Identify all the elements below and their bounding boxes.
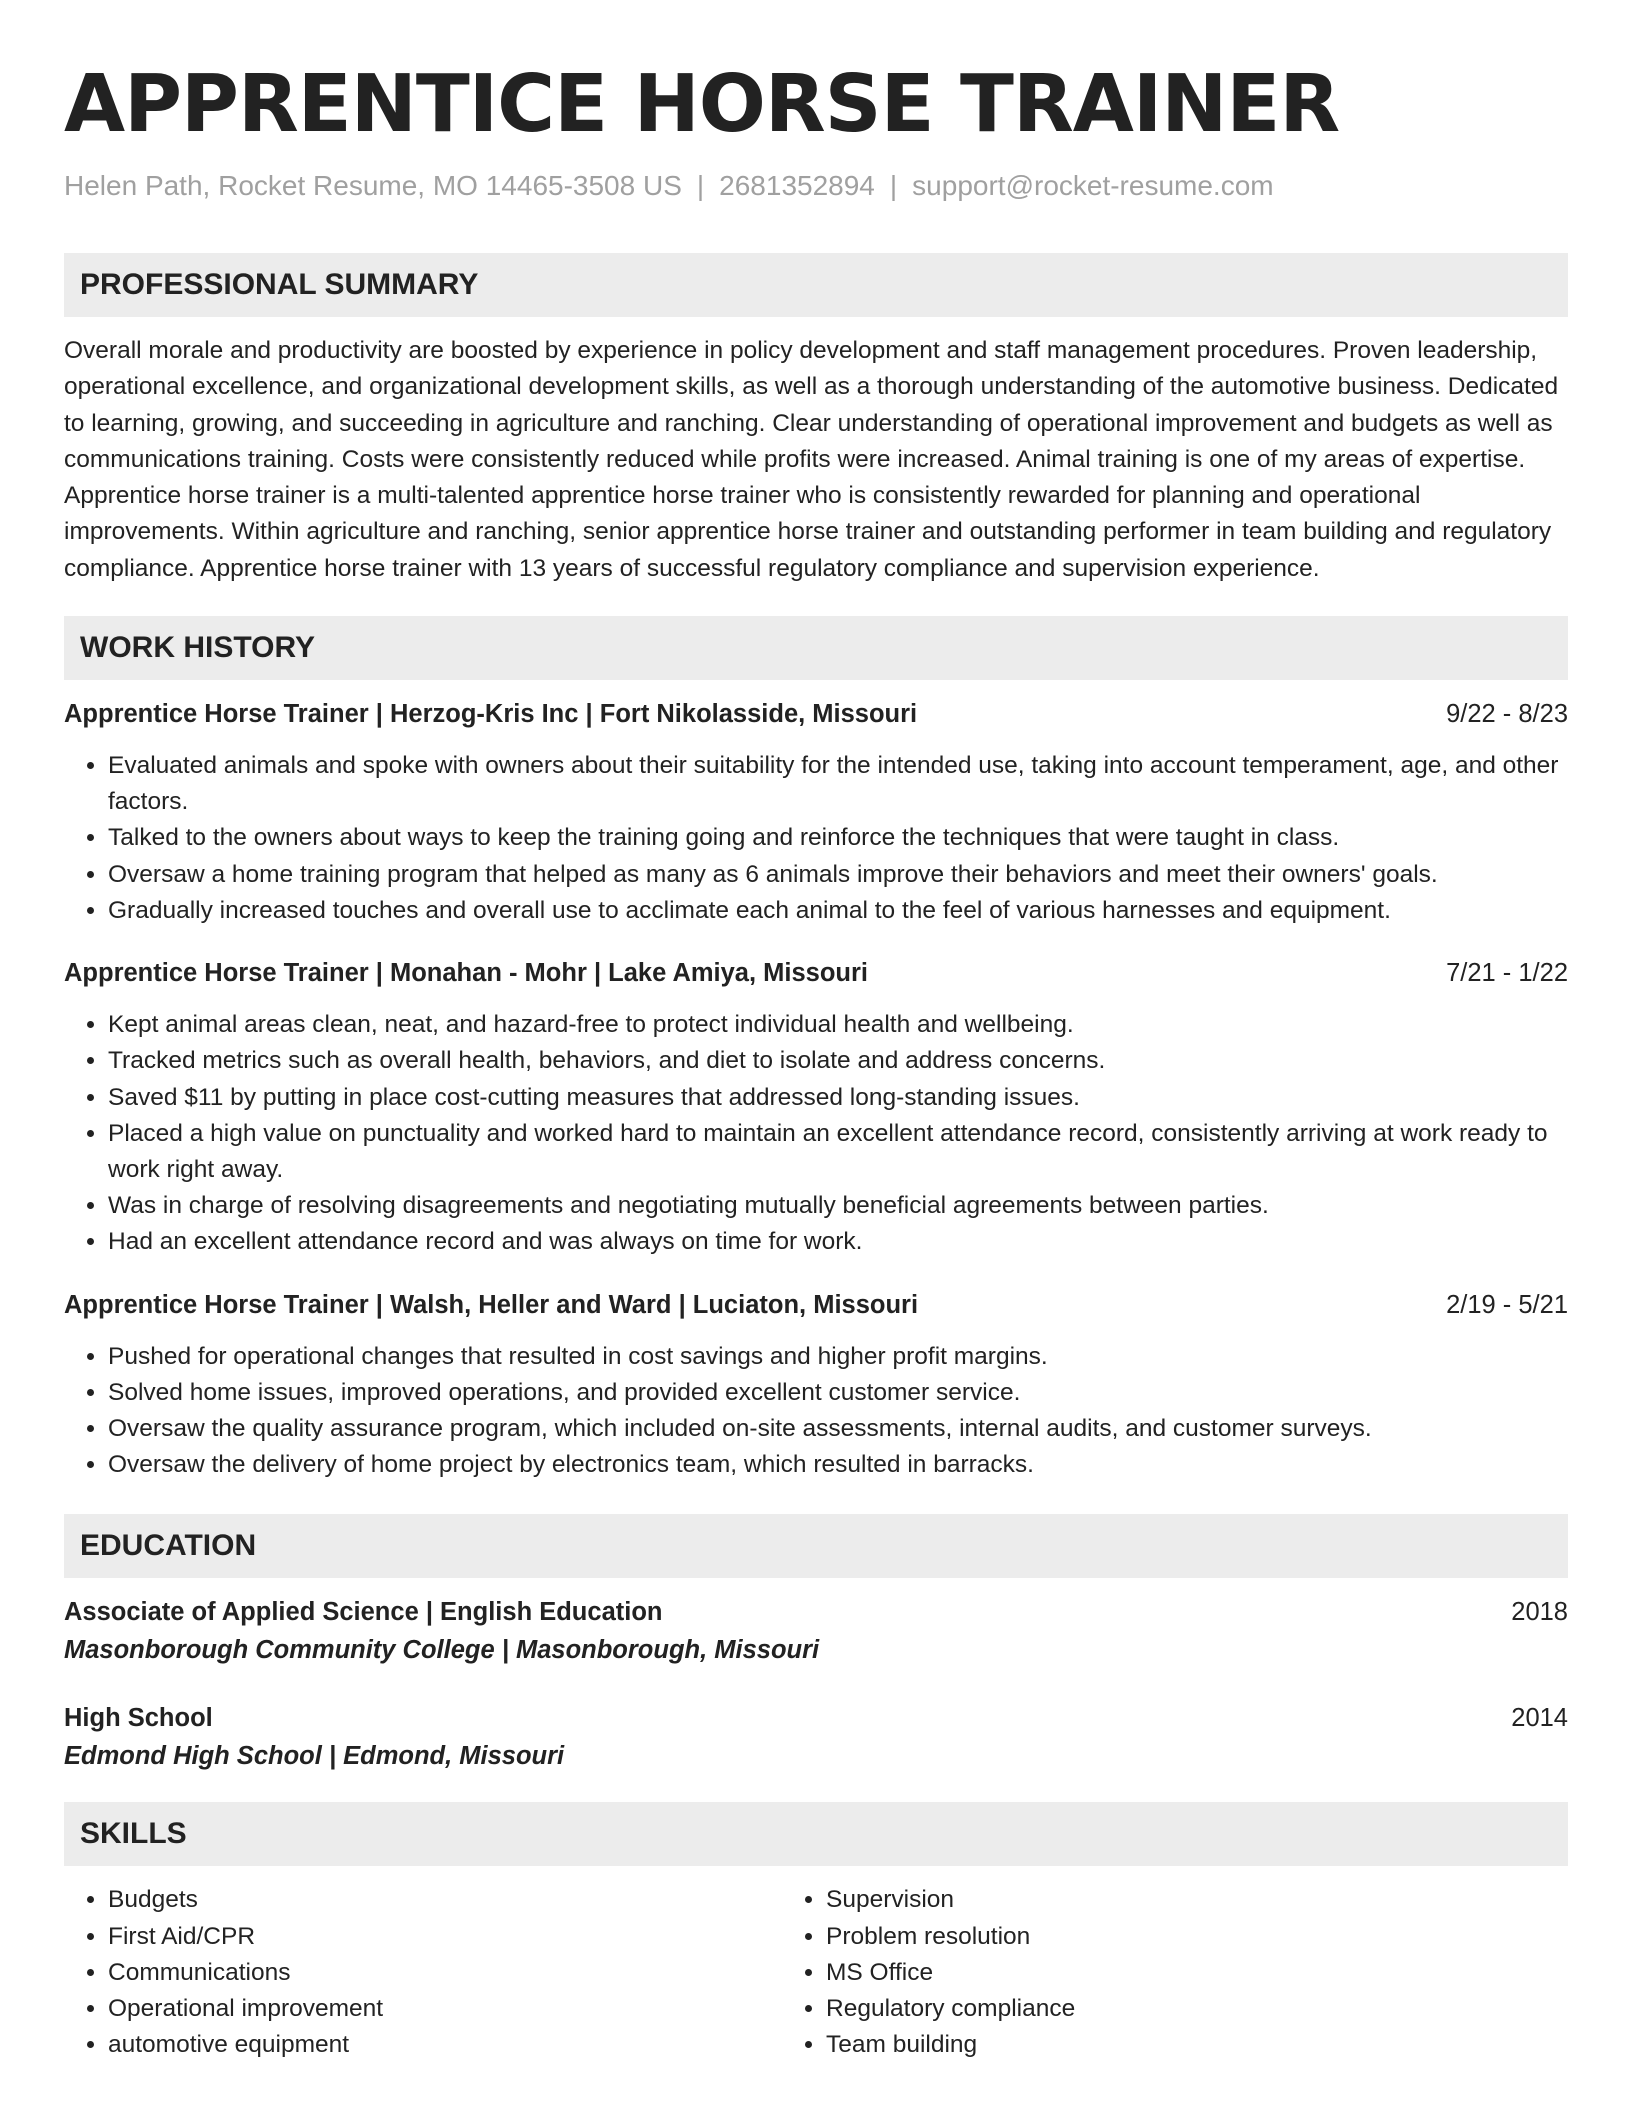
job-bullet: • Solved home issues, improved operations, and provided excellent customer service. xyxy=(108,1375,1568,1411)
job-bullets xyxy=(64,748,1568,929)
job-bullet: • Tracked metrics such as overall health, behaviors, and diet to isolate and address concerns. xyxy=(108,1043,1568,1079)
section-heading-skills: SKILLS xyxy=(64,1802,1568,1866)
education-year: 2018 xyxy=(1511,1598,1568,1627)
job-bullet: • Oversaw a home training program that helped as many as 6 animals improve their behaviors and meet their owners' goals. xyxy=(108,857,1568,893)
job-bullet: • Was in charge of resolving disagreements and negotiating mutually beneficial agreements between parties. xyxy=(108,1188,1568,1224)
job-dates: 2/19 - 5/21 xyxy=(1446,1290,1568,1319)
education-entry xyxy=(64,1594,1568,1670)
skill-item: • First Aid/CPR xyxy=(108,1919,762,1955)
job-title: Apprentice Horse Trainer | Herzog-Kris Inc | Fort Nikolasside, Missouri xyxy=(64,700,918,729)
skill-item: • Regulatory compliance xyxy=(826,1991,1568,2027)
section-heading-education: EDUCATION xyxy=(64,1514,1568,1578)
section-heading-summary: PROFESSIONAL SUMMARY xyxy=(64,253,1568,317)
job-bullet: • Gradually increased touches and overall use to acclimate each animal to the feel of various harnesses and equipment. xyxy=(108,893,1568,929)
education-entry xyxy=(64,1700,1568,1776)
contact-address: Helen Path, Rocket Resume, MO 14465-3508 US xyxy=(64,170,682,201)
job-bullet: • Evaluated animals and spoke with owners about their suitability for the intended use, taking into account temperament, age, and other factors. xyxy=(108,748,1568,820)
job-bullet: • Oversaw the quality assurance program, which included on-site assessments, internal audits, and customer surveys. xyxy=(108,1411,1568,1447)
skill-item: • automotive equipment xyxy=(108,2027,762,2063)
skills-column-right xyxy=(762,1882,1568,2063)
job-bullets xyxy=(64,1007,1568,1260)
skill-item: • Supervision xyxy=(826,1882,1568,1918)
job-bullet: • Talked to the owners about ways to keep the training going and reinforce the techniques that were taught in class. xyxy=(108,820,1568,856)
job-bullet: • Saved $11 by putting in place cost-cutting measures that addressed long-standing issues. xyxy=(108,1080,1568,1116)
contact-email: support@rocket-resume.com xyxy=(912,170,1274,201)
skill-item: • Budgets xyxy=(108,1882,762,1918)
job-dates: 9/22 - 8/23 xyxy=(1446,700,1568,729)
job-dates: 7/21 - 1/22 xyxy=(1446,959,1568,988)
skills-list xyxy=(64,1882,1568,2063)
contact-separator: | xyxy=(889,170,898,201)
job-title: Apprentice Horse Trainer | Monahan - Mohr | Lake Amiya, Missouri xyxy=(64,959,868,988)
job-bullets xyxy=(64,1339,1568,1484)
education-degree: High School xyxy=(64,1704,213,1733)
skills-column-left xyxy=(64,1882,762,2063)
skill-item: • Problem resolution xyxy=(826,1919,1568,1955)
education-year: 2014 xyxy=(1511,1704,1568,1733)
resume-name: APPRENTICE HORSE TRAINER xyxy=(64,58,1340,150)
resume-page xyxy=(64,52,1568,2063)
job-bullet: • Pushed for operational changes that resulted in cost savings and higher profit margins. xyxy=(108,1339,1568,1375)
job-entry xyxy=(64,955,1568,1260)
skill-item: • Operational improvement xyxy=(108,1991,762,2027)
skill-item: • Communications xyxy=(108,1955,762,1991)
job-bullet: • Had an excellent attendance record and was always on time for work. xyxy=(108,1224,1568,1260)
job-entry xyxy=(64,696,1568,929)
education-school: Masonborough Community College | Masonborough, Missouri xyxy=(64,1636,820,1665)
contact-separator: | xyxy=(696,170,705,201)
job-entry xyxy=(64,1287,1568,1484)
job-bullet: • Oversaw the delivery of home project by electronics team, which resulted in barracks. xyxy=(108,1447,1568,1483)
skill-item: • MS Office xyxy=(826,1955,1568,1991)
education-school: Edmond High School | Edmond, Missouri xyxy=(64,1742,565,1771)
job-title: Apprentice Horse Trainer | Walsh, Heller and Ward | Luciaton, Missouri xyxy=(64,1290,919,1319)
contact-line xyxy=(64,168,1568,204)
summary-text: Overall morale and productivity are boosted by experience in policy development and staff management procedures. Proven leadership, operational excellence, and organizational development skills, as well as a thorough understanding of the automotive business. Dedicated to learning, growing, and succeeding in agriculture and ranching. Clear understanding of operational improvement and budgets as well as communications training. Costs were consistently reduced while profits were increased. Animal training is one of my areas of expertise. Apprentice horse trainer is a multi-talented apprentice horse trainer who is consistently rewarded for planning and operational improvements. Within agriculture and ranching, senior apprentice horse trainer and outstanding performer in team building and regulatory compliance. Apprentice horse trainer with 13 years of successful regulatory compliance and supervision experience. xyxy=(64,337,1559,582)
education-degree: Associate of Applied Science | English Education xyxy=(64,1598,663,1627)
contact-phone: 2681352894 xyxy=(719,170,875,201)
skill-item: • Team building xyxy=(826,2027,1568,2063)
section-heading-work-history: WORK HISTORY xyxy=(64,616,1568,680)
job-bullet: • Placed a high value on punctuality and worked hard to maintain an excellent attendance record, consistently arriving at work ready to work right away. xyxy=(108,1116,1568,1188)
job-bullet: • Kept animal areas clean, neat, and hazard-free to protect individual health and wellbeing. xyxy=(108,1007,1568,1043)
